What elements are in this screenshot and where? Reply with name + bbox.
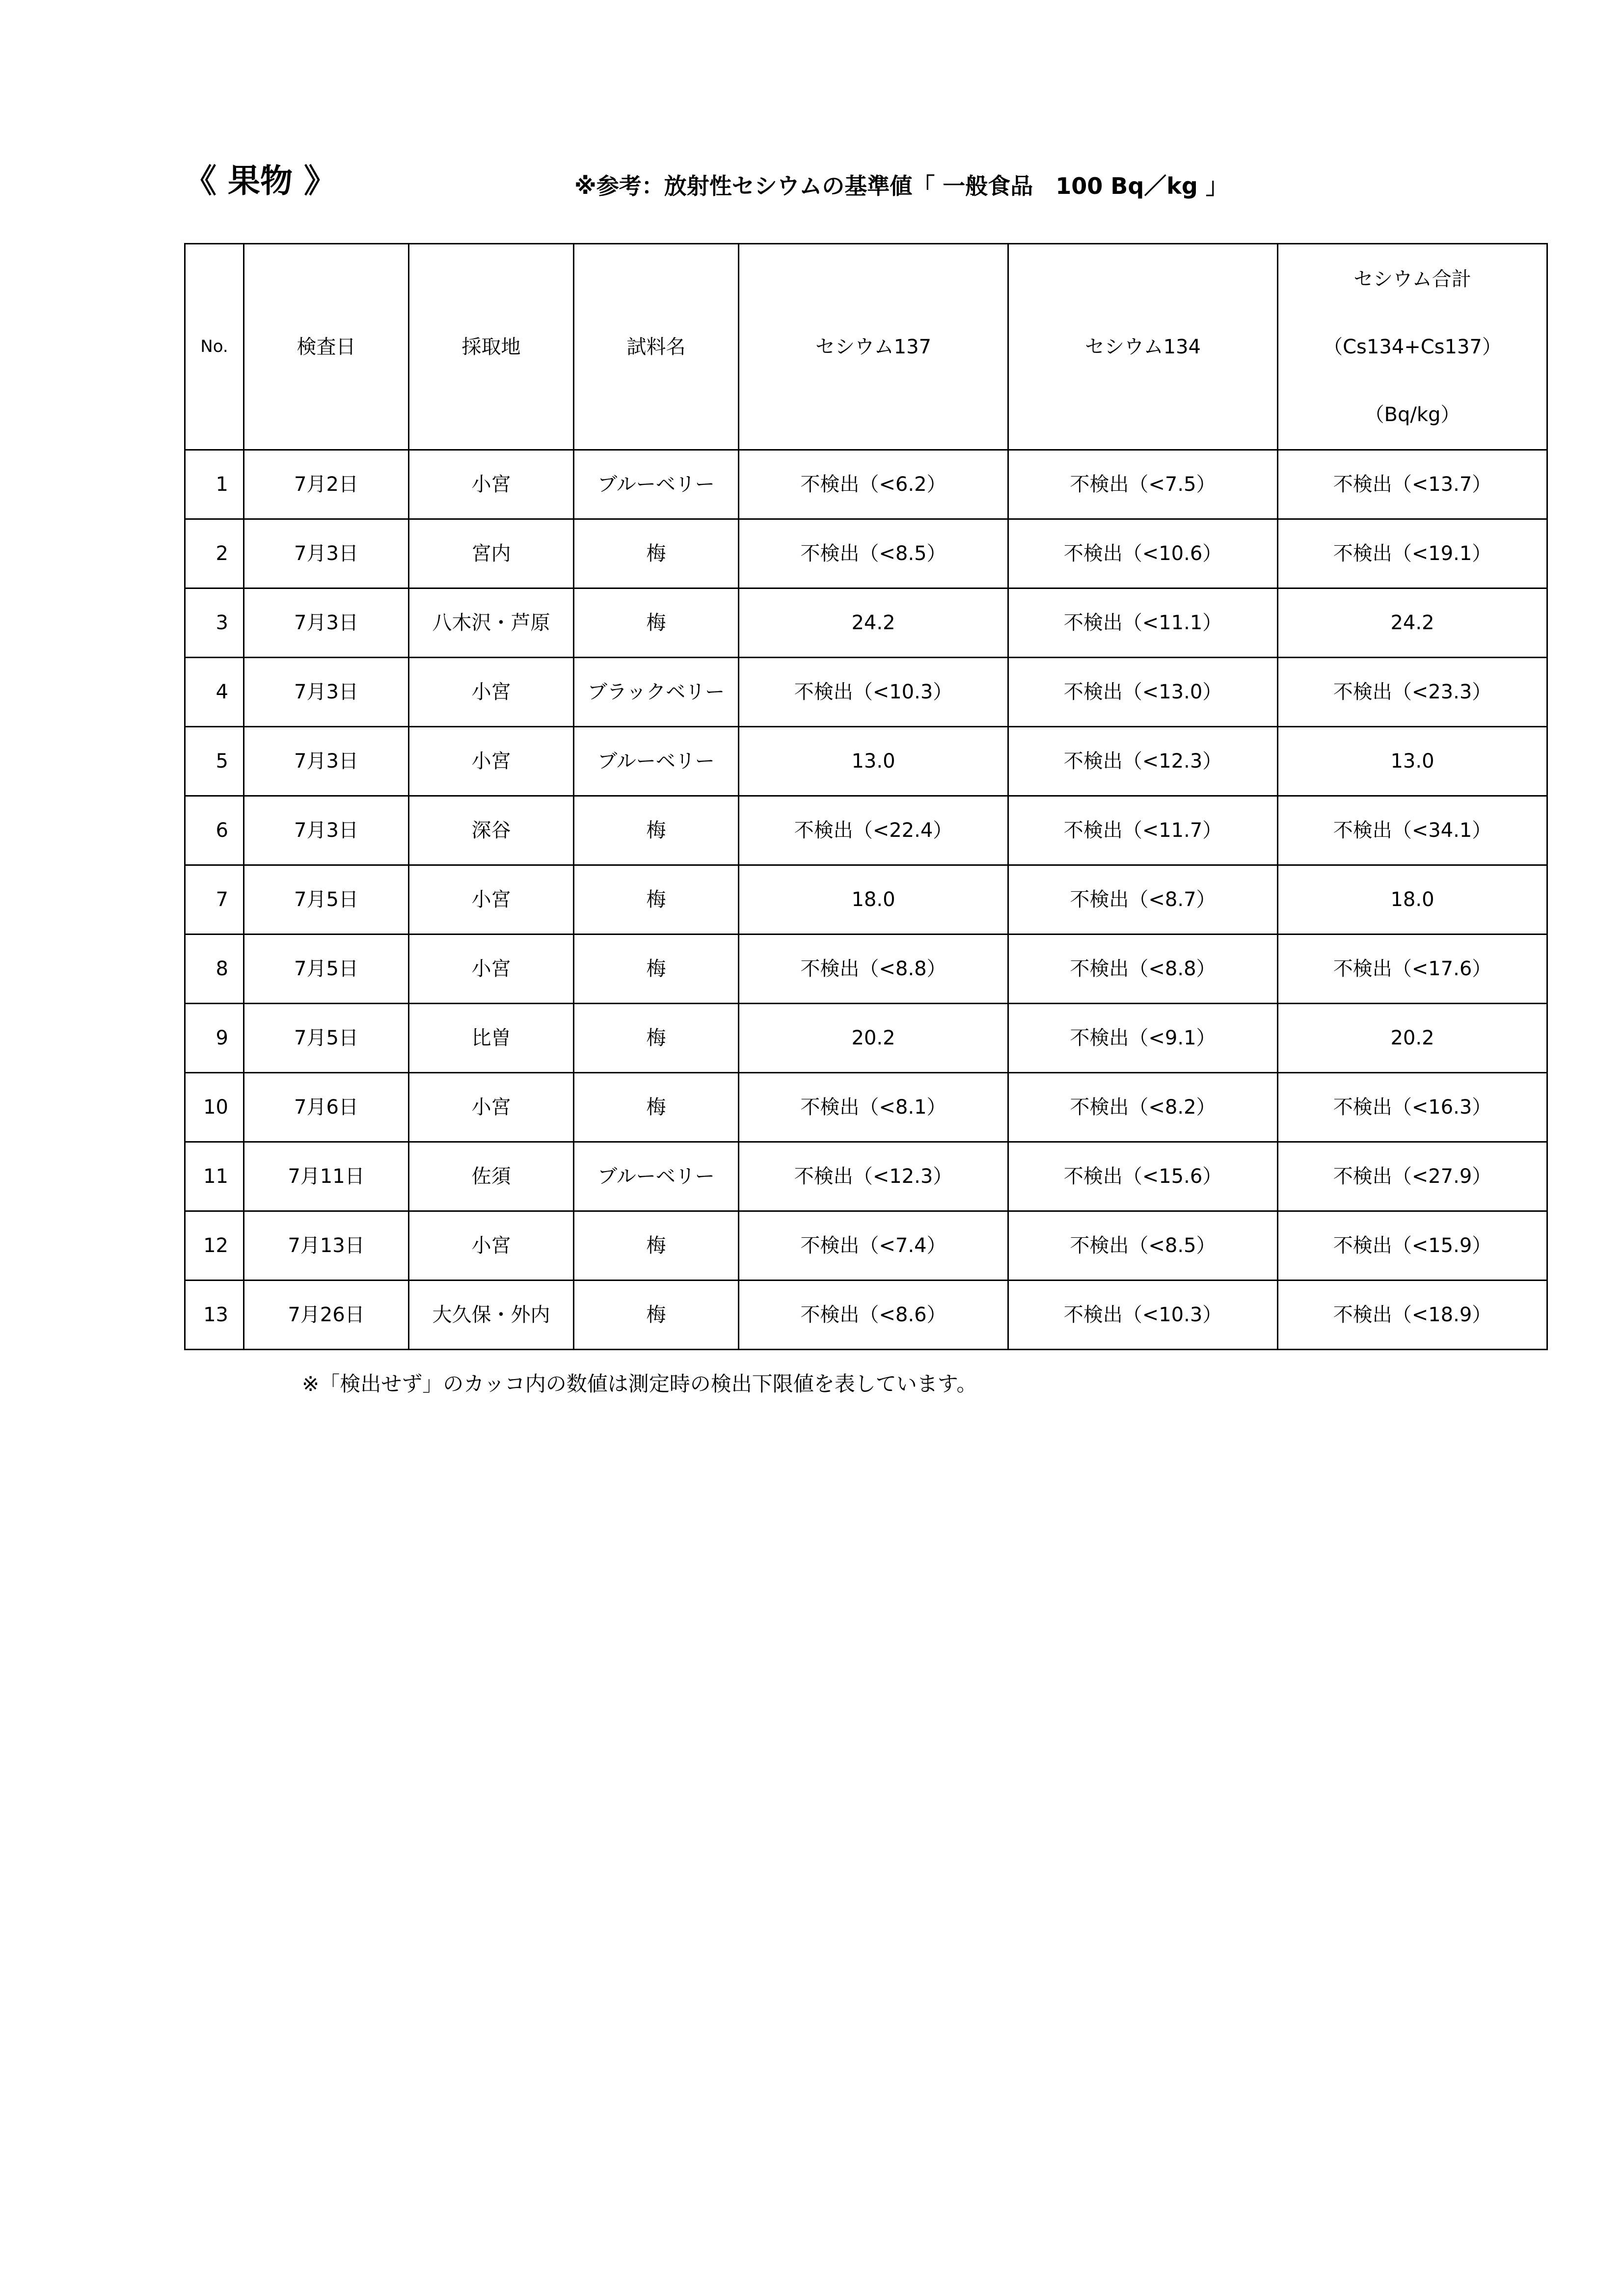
row-number-cell: 2 (185, 519, 244, 588)
inspection-date-cell: 7月5日 (244, 1004, 409, 1073)
header-cesium-total-title: セシウム合計 (1353, 267, 1471, 291)
table-row (185, 1281, 1547, 1350)
sampling-location-cell: 比曽 (409, 1004, 574, 1073)
sampling-location-cell: 小宮 (409, 1211, 574, 1281)
cesium-total-cell: 20.2 (1278, 1004, 1547, 1073)
row-number-cell: 3 (185, 588, 244, 658)
sampling-location-cell: 小宮 (409, 450, 574, 519)
table-row (185, 519, 1547, 588)
row-number-cell: 4 (185, 658, 244, 727)
sample-name-cell: ブラックベリー (574, 658, 739, 727)
header-cesium-137: セシウム137 (739, 244, 1008, 450)
header-cesium-134: セシウム134 (1008, 244, 1278, 450)
sampling-location-cell: 小宮 (409, 934, 574, 1004)
cesium-total-cell: 不検出（<13.7） (1278, 450, 1547, 519)
cesium-137-cell: 不検出（<12.3） (739, 1142, 1008, 1211)
header-no: No. (185, 244, 244, 450)
table-row (185, 588, 1547, 658)
sampling-location-cell: 小宮 (409, 1073, 574, 1142)
sample-name-cell: ブルーベリー (574, 450, 739, 519)
table-row (185, 934, 1547, 1004)
cesium-134-cell: 不検出（<8.8） (1008, 934, 1278, 1004)
inspection-date-cell: 7月26日 (244, 1281, 409, 1350)
sample-name-cell: 梅 (574, 519, 739, 588)
cesium-134-cell: 不検出（<11.1） (1008, 588, 1278, 658)
inspection-date-cell: 7月3日 (244, 658, 409, 727)
row-number-cell: 7 (185, 865, 244, 934)
cesium-total-cell: 不検出（<23.3） (1278, 658, 1547, 727)
sample-name-cell: 梅 (574, 934, 739, 1004)
reference-standard-note: ※参考：放射性セシウムの基準値「 一般食品 100 Bq／kg 」 (574, 173, 1228, 199)
table-row (185, 796, 1547, 865)
cesium-total-cell: 18.0 (1278, 865, 1547, 934)
cesium-total-cell: 不検出（<18.9） (1278, 1281, 1547, 1350)
cesium-total-cell: 不検出（<15.9） (1278, 1211, 1547, 1281)
sampling-location-cell: 小宮 (409, 727, 574, 796)
sampling-location-cell: 大久保・外内 (409, 1281, 574, 1350)
row-number-cell: 6 (185, 796, 244, 865)
cesium-137-cell: 不検出（<8.6） (739, 1281, 1008, 1350)
sampling-location-cell: 佐須 (409, 1142, 574, 1211)
cesium-results-table (184, 243, 1548, 1350)
sampling-location-cell: 小宮 (409, 658, 574, 727)
inspection-date-cell: 7月3日 (244, 796, 409, 865)
header-row (185, 244, 1547, 450)
row-number-cell: 12 (185, 1211, 244, 1281)
header-cesium-total (1278, 244, 1547, 450)
inspection-date-cell: 7月6日 (244, 1073, 409, 1142)
table-row (185, 450, 1547, 519)
inspection-date-cell: 7月3日 (244, 588, 409, 658)
page-title: 《 果物 》 (184, 162, 336, 200)
footnote: ※「検出せず」のカッコ内の数値は測定時の検出下限値を表しています。 (302, 1372, 977, 1396)
table-body (185, 450, 1547, 1350)
inspection-date-cell: 7月5日 (244, 865, 409, 934)
cesium-134-cell: 不検出（<15.6） (1008, 1142, 1278, 1211)
table-row (185, 658, 1547, 727)
sampling-location-cell: 小宮 (409, 865, 574, 934)
cesium-137-cell: 不検出（<7.4） (739, 1211, 1008, 1281)
cesium-total-cell: 不検出（<19.1） (1278, 519, 1547, 588)
header-inspection-date: 検査日 (244, 244, 409, 450)
sample-name-cell: 梅 (574, 1281, 739, 1350)
row-number-cell: 5 (185, 727, 244, 796)
table-row (185, 1142, 1547, 1211)
sampling-location-cell: 深谷 (409, 796, 574, 865)
row-number-cell: 13 (185, 1281, 244, 1350)
cesium-137-cell: 不検出（<10.3） (739, 658, 1008, 727)
table-row (185, 865, 1547, 934)
row-number-cell: 11 (185, 1142, 244, 1211)
sample-name-cell: 梅 (574, 1004, 739, 1073)
row-number-cell: 1 (185, 450, 244, 519)
sample-name-cell: 梅 (574, 796, 739, 865)
cesium-134-cell: 不検出（<12.3） (1008, 727, 1278, 796)
sample-name-cell: ブルーベリー (574, 1142, 739, 1211)
cesium-134-cell: 不検出（<9.1） (1008, 1004, 1278, 1073)
inspection-date-cell: 7月3日 (244, 727, 409, 796)
table-row (185, 1211, 1547, 1281)
header-cesium-total-formula: （Cs134+Cs137） (1323, 335, 1502, 358)
cesium-137-cell: 不検出（<8.8） (739, 934, 1008, 1004)
row-number-cell: 8 (185, 934, 244, 1004)
inspection-date-cell: 7月11日 (244, 1142, 409, 1211)
header-sampling-location: 採取地 (409, 244, 574, 450)
cesium-137-cell: 13.0 (739, 727, 1008, 796)
cesium-total-cell: 13.0 (1278, 727, 1547, 796)
row-number-cell: 10 (185, 1073, 244, 1142)
cesium-134-cell: 不検出（<10.3） (1008, 1281, 1278, 1350)
cesium-134-cell: 不検出（<8.7） (1008, 865, 1278, 934)
cesium-137-cell: 20.2 (739, 1004, 1008, 1073)
table-header (185, 244, 1547, 450)
cesium-137-cell: 不検出（<6.2） (739, 450, 1008, 519)
sample-name-cell: 梅 (574, 865, 739, 934)
sample-name-cell: ブルーベリー (574, 727, 739, 796)
table-row (185, 727, 1547, 796)
cesium-total-cell: 不検出（<34.1） (1278, 796, 1547, 865)
sampling-location-cell: 八木沢・芦原 (409, 588, 574, 658)
cesium-134-cell: 不検出（<8.2） (1008, 1073, 1278, 1142)
cesium-137-cell: 不検出（<22.4） (739, 796, 1008, 865)
inspection-date-cell: 7月13日 (244, 1211, 409, 1281)
inspection-date-cell: 7月5日 (244, 934, 409, 1004)
cesium-total-cell: 不検出（<17.6） (1278, 934, 1547, 1004)
cesium-total-cell: 24.2 (1278, 588, 1547, 658)
cesium-137-cell: 24.2 (739, 588, 1008, 658)
cesium-137-cell: 不検出（<8.5） (739, 519, 1008, 588)
cesium-134-cell: 不検出（<10.6） (1008, 519, 1278, 588)
table-row (185, 1004, 1547, 1073)
header-sample-name: 試料名 (574, 244, 739, 450)
sampling-location-cell: 宮内 (409, 519, 574, 588)
header-cesium-total-unit: （Bq/kg） (1364, 403, 1461, 426)
inspection-date-cell: 7月2日 (244, 450, 409, 519)
sample-name-cell: 梅 (574, 1211, 739, 1281)
cesium-total-cell: 不検出（<16.3） (1278, 1073, 1547, 1142)
inspection-date-cell: 7月3日 (244, 519, 409, 588)
cesium-137-cell: 不検出（<8.1） (739, 1073, 1008, 1142)
cesium-134-cell: 不検出（<7.5） (1008, 450, 1278, 519)
cesium-134-cell: 不検出（<8.5） (1008, 1211, 1278, 1281)
cesium-137-cell: 18.0 (739, 865, 1008, 934)
row-number-cell: 9 (185, 1004, 244, 1073)
sample-name-cell: 梅 (574, 1073, 739, 1142)
cesium-134-cell: 不検出（<11.7） (1008, 796, 1278, 865)
sample-name-cell: 梅 (574, 588, 739, 658)
table-row (185, 1073, 1547, 1142)
cesium-134-cell: 不検出（<13.0） (1008, 658, 1278, 727)
cesium-total-cell: 不検出（<27.9） (1278, 1142, 1547, 1211)
